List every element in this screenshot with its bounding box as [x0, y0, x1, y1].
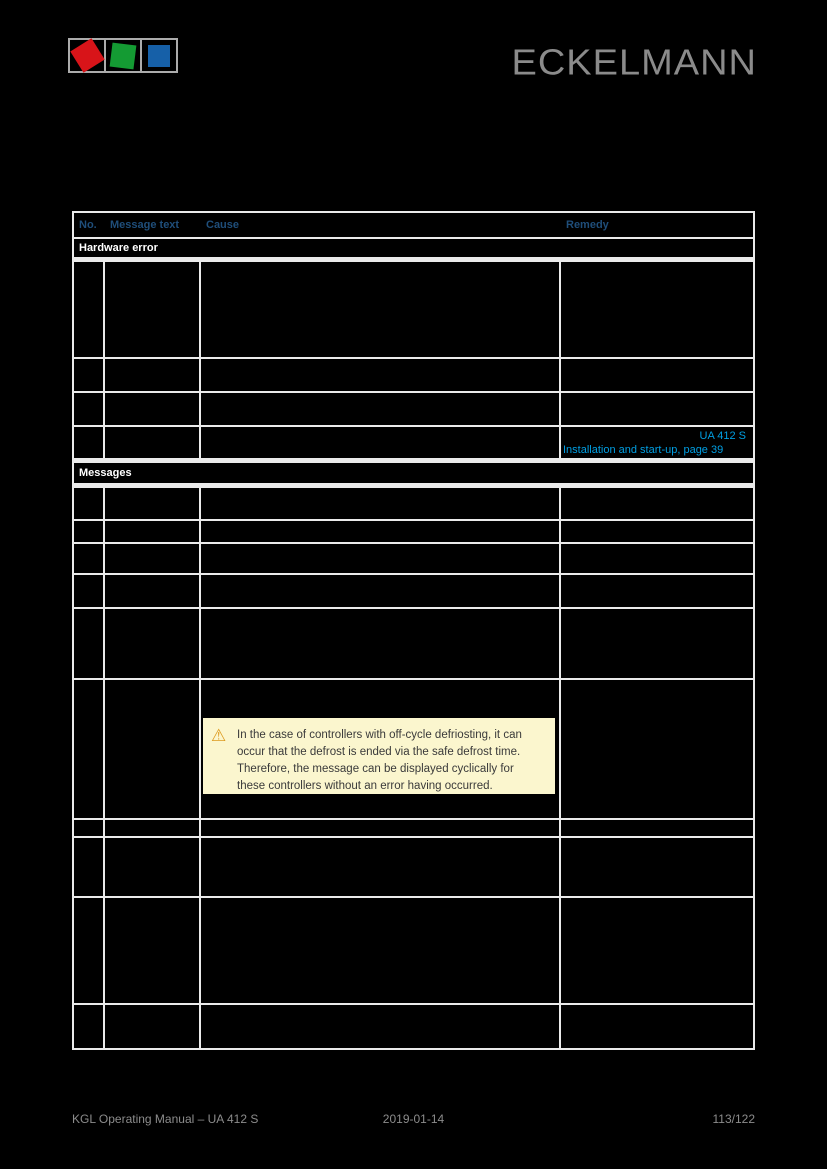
cell-remedy — [561, 262, 753, 357]
cell-message — [105, 820, 201, 836]
cell-cause — [201, 1005, 561, 1048]
cell-no — [74, 680, 105, 818]
column-header-no: No. — [79, 219, 97, 231]
cell-message — [105, 488, 201, 519]
cell-remedy — [561, 680, 753, 818]
table-row — [74, 680, 753, 820]
cell-message — [105, 544, 201, 573]
cell-remedy — [561, 488, 753, 519]
cell-no — [74, 820, 105, 836]
cell-cause — [201, 427, 561, 458]
cell-message — [105, 838, 201, 896]
column-header-cause: Cause — [206, 219, 240, 231]
cell-remedy — [561, 521, 753, 542]
cell-no — [74, 1005, 105, 1048]
table-row — [74, 359, 753, 393]
warning-note-text: In the case of controllers with off-cycle defriosting, it can occur that the defrost is ended via the safe defrost time. Therefore, the message can be displayed cyclically for these controllers without an error having occurred. — [237, 729, 522, 792]
table-row — [74, 262, 753, 359]
cell-no — [74, 838, 105, 896]
section-header-hardware-error: Hardware error — [74, 239, 753, 262]
cell-cause — [201, 820, 561, 836]
cell-message — [105, 262, 201, 357]
cell-cause — [201, 544, 561, 573]
cell-no — [74, 575, 105, 607]
cell-remedy — [561, 393, 753, 425]
cell-cause — [201, 521, 561, 542]
cell-remedy — [561, 575, 753, 607]
table-row — [74, 898, 753, 1005]
cell-no — [74, 521, 105, 542]
footer-document-title: KGL Operating Manual – UA 412 S — [72, 1112, 259, 1126]
table-row — [74, 1005, 753, 1048]
section-header-messages: Messages — [74, 463, 753, 488]
cell-no — [74, 262, 105, 357]
cell-cause — [201, 359, 561, 391]
table-row — [74, 393, 753, 427]
cell-no — [74, 359, 105, 391]
table-header-row — [74, 213, 753, 239]
blue-square-icon — [148, 45, 170, 67]
cell-cause — [201, 575, 561, 607]
logo-frame-blue — [140, 38, 178, 73]
cell-remedy — [561, 359, 753, 391]
cell-remedy — [561, 1005, 753, 1048]
column-header-remedy: Remedy — [566, 219, 609, 231]
table-row — [74, 488, 753, 521]
cell-no — [74, 393, 105, 425]
column-header-message-text: Message text — [110, 219, 180, 231]
cell-message — [105, 427, 201, 458]
table-row — [74, 820, 753, 838]
cell-no — [74, 609, 105, 678]
cell-remedy — [561, 838, 753, 896]
eckelmann-logo — [68, 38, 178, 73]
warning-triangle-icon: ⚠ — [211, 726, 227, 745]
footer-page-number: 113/122 — [712, 1112, 755, 1126]
table-row — [74, 521, 753, 544]
page-footer — [72, 1112, 755, 1128]
cell-message — [105, 680, 201, 818]
cell-message — [105, 1005, 201, 1048]
cell-remedy — [561, 898, 753, 1003]
cell-remedy — [561, 427, 753, 458]
cell-message — [105, 609, 201, 678]
cross-reference-link[interactable] — [561, 427, 753, 457]
cell-cause — [201, 838, 561, 896]
brand-wordmark: ECKELMANN — [511, 42, 757, 84]
cell-no — [74, 488, 105, 519]
cell-cause — [201, 393, 561, 425]
cell-no — [74, 427, 105, 458]
table-row — [74, 544, 753, 575]
cell-no — [74, 544, 105, 573]
cell-remedy — [561, 609, 753, 678]
cell-no — [74, 898, 105, 1003]
table-body — [74, 239, 753, 1048]
cell-remedy — [561, 820, 753, 836]
cell-message — [105, 521, 201, 542]
green-square-icon — [110, 42, 137, 69]
cell-cause — [201, 488, 561, 519]
logo-frame-red — [68, 38, 106, 73]
cell-message — [105, 359, 201, 391]
cross-reference-line2: Installation and start-up, page 39 — [563, 443, 724, 456]
cell-cause — [201, 680, 561, 818]
cell-cause — [201, 898, 561, 1003]
cell-cause — [201, 609, 561, 678]
logo-frame-green — [104, 38, 142, 73]
cross-reference-line1: UA 412 S — [699, 430, 746, 442]
table-row — [74, 609, 753, 680]
cell-message — [105, 393, 201, 425]
table-row — [74, 427, 753, 463]
red-square-icon — [70, 38, 104, 72]
cell-cause — [201, 262, 561, 357]
fault-message-table — [72, 211, 755, 1050]
cell-message — [105, 898, 201, 1003]
table-row — [74, 838, 753, 898]
warning-note — [203, 718, 555, 794]
cell-message — [105, 575, 201, 607]
table-row — [74, 575, 753, 609]
footer-date: 2019-01-14 — [382, 1112, 445, 1126]
cell-remedy — [561, 544, 753, 573]
